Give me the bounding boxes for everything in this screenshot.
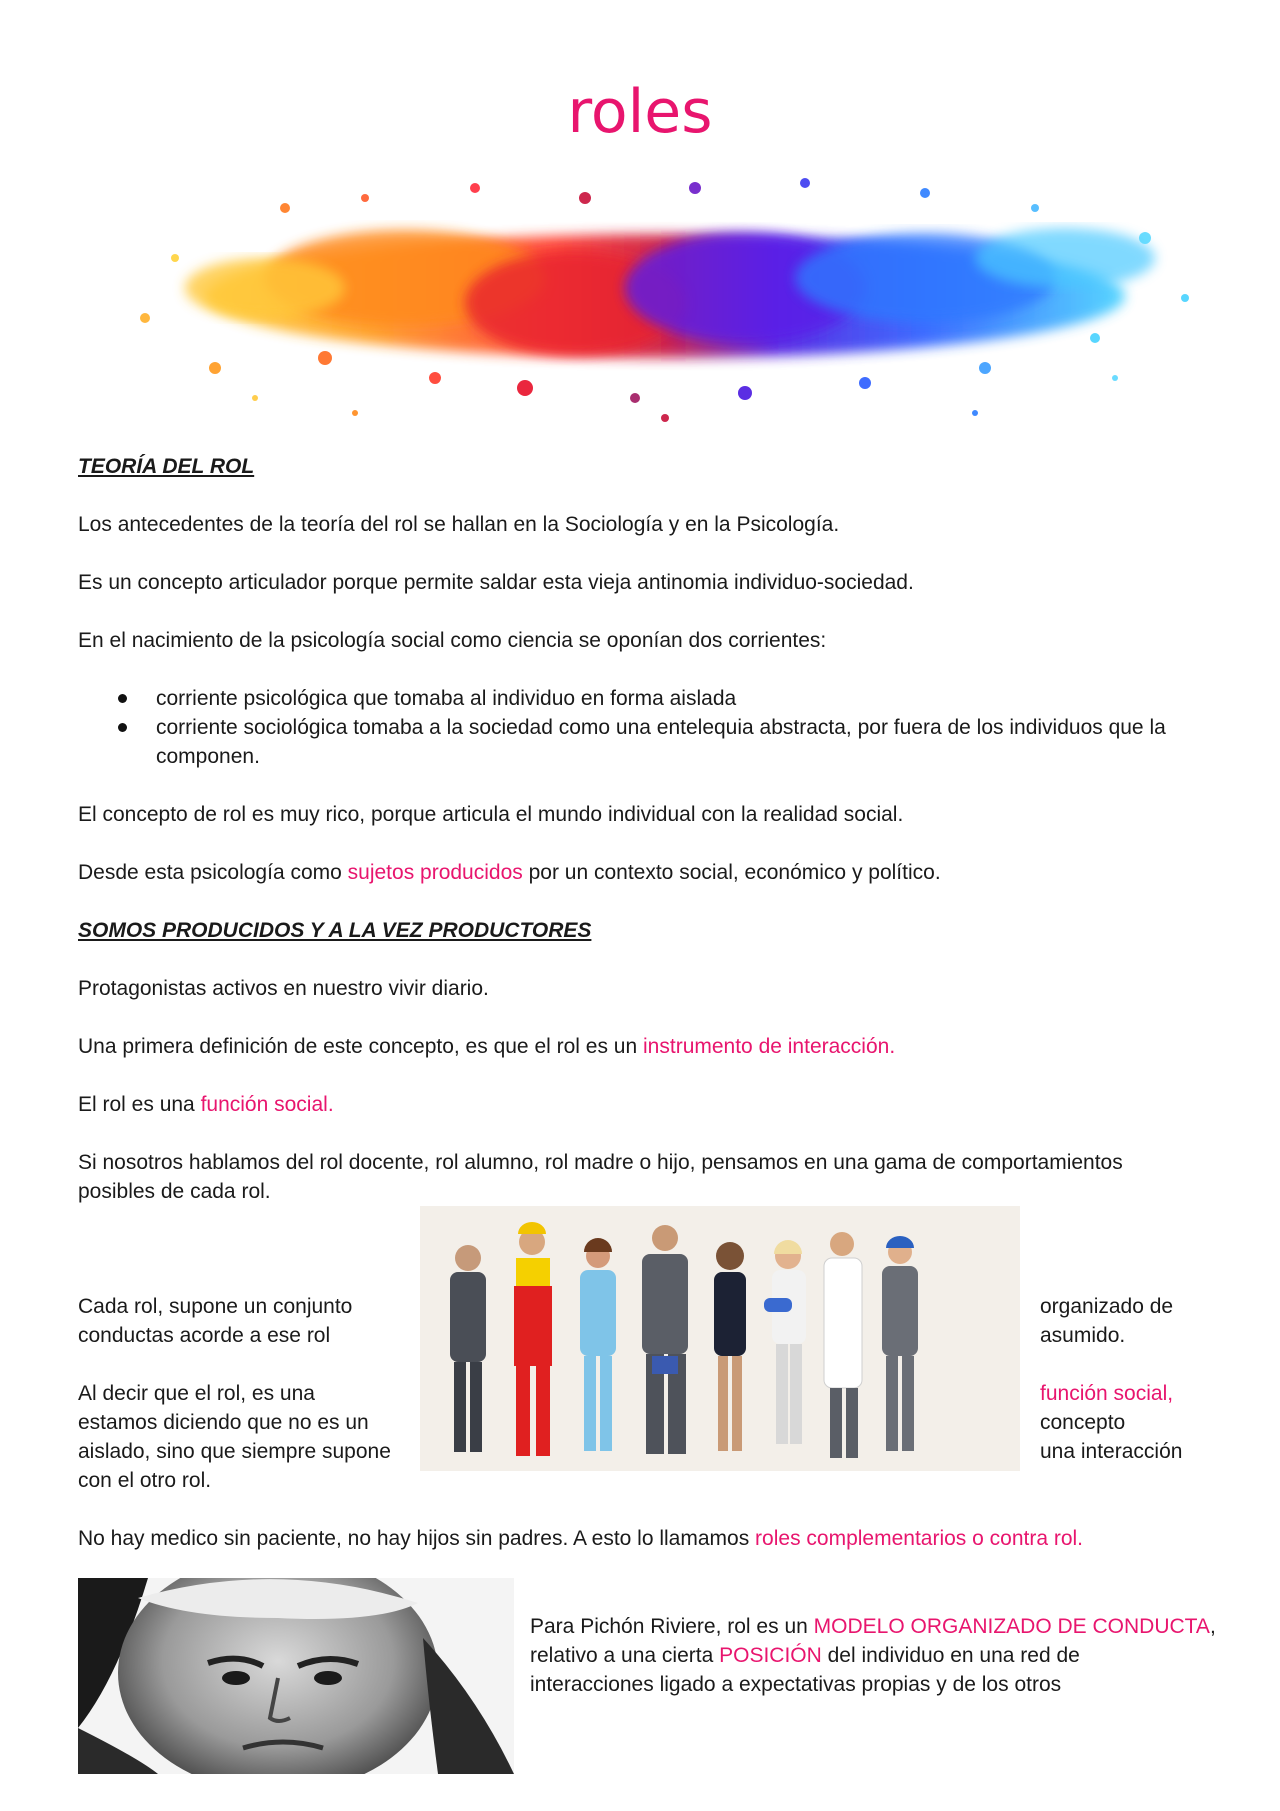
paragraph: Los antecedentes de la teoría del rol se hallan en la Sociología y en la Psicología. bbox=[78, 513, 840, 536]
paragraph: Desde esta psicología como sujetos producidos por un contexto social, económico y político. bbox=[78, 861, 941, 884]
highlight-text: función social. bbox=[200, 1093, 334, 1116]
paragraph: Protagonistas activos en nuestro vivir diario. bbox=[78, 977, 489, 1000]
section-heading-teoria: TEORÍA DEL ROL bbox=[78, 455, 255, 478]
bullet-list bbox=[118, 684, 1218, 771]
highlight-text: POSICIÓN bbox=[719, 1644, 822, 1667]
paragraph-line: Si nosotros hablamos del rol docente, rol alumno, rol madre o hijo, pensamos en una gama de comportamientos bbox=[78, 1151, 1123, 1174]
bullet-icon bbox=[118, 694, 127, 703]
paragraph-line: posibles de cada rol. bbox=[78, 1180, 271, 1203]
workers-group-image bbox=[420, 1206, 1020, 1471]
paint-splash-image bbox=[105, 168, 1220, 428]
paragraph-line: aislado, sino que siempre supone bbox=[78, 1440, 391, 1463]
list-item: corriente psicológica que tomaba al individuo en forma aislada bbox=[118, 684, 1218, 713]
paragraph: Una primera definición de este concepto, es que el rol es un instrumento de interacción. bbox=[78, 1035, 896, 1058]
paragraph-line: concepto bbox=[1040, 1411, 1126, 1434]
section-heading-somos: SOMOS PRODUCIDOS Y A LA VEZ PRODUCTORES bbox=[78, 919, 592, 942]
list-item-continuation: componen. bbox=[156, 745, 260, 768]
paragraph-line: con el otro rol. bbox=[78, 1469, 212, 1492]
paragraph-line: organizado de bbox=[1040, 1295, 1174, 1318]
paragraph-line: Cada rol, supone un conjunto bbox=[78, 1295, 353, 1318]
page-title: roles bbox=[567, 77, 713, 147]
highlight-text: roles complementarios o contra rol. bbox=[755, 1527, 1084, 1550]
paragraph-line: relativo a una cierta POSICIÓN del individuo en una red de bbox=[530, 1644, 1080, 1667]
paragraph-line: una interacción bbox=[1040, 1440, 1183, 1463]
paragraph-line: conductas acorde a ese rol bbox=[78, 1324, 331, 1347]
paragraph-line: estamos diciendo que no es un bbox=[78, 1411, 369, 1434]
paragraph: No hay medico sin paciente, no hay hijos sin padres. A esto lo llamamos roles complementarios o contra rol. bbox=[78, 1527, 1084, 1550]
highlight-text: MODELO ORGANIZADO DE CONDUCTA bbox=[813, 1615, 1210, 1638]
highlight-text: sujetos producidos bbox=[347, 861, 523, 884]
paragraph-line: asumido. bbox=[1040, 1324, 1126, 1347]
highlight-text: función social, bbox=[1040, 1382, 1174, 1405]
pichon-riviere-portrait bbox=[78, 1578, 514, 1774]
paragraph: El concepto de rol es muy rico, porque articula el mundo individual con la realidad social. bbox=[78, 803, 904, 826]
paragraph: En el nacimiento de la psicología social como ciencia se oponían dos corrientes: bbox=[78, 629, 827, 652]
bullet-icon bbox=[118, 723, 127, 732]
paragraph-line: Para Pichón Riviere, rol es un MODELO ORGANIZADO DE CONDUCTA, bbox=[530, 1615, 1216, 1638]
paragraph: Es un concepto articulador porque permite saldar esta vieja antinomia individuo-sociedad. bbox=[78, 571, 914, 594]
highlight-text: instrumento de interacción. bbox=[643, 1035, 896, 1058]
list-item: corriente sociológica tomaba a la sociedad como una entelequia abstracta, por fuera de los individuos que la bbox=[118, 713, 1218, 742]
person-figure bbox=[450, 1245, 486, 1452]
paragraph: El rol es una función social. bbox=[78, 1093, 334, 1116]
paragraph-line: interacciones ligado a expectativas propias y de los otros bbox=[530, 1673, 1062, 1696]
paragraph-line: Al decir que el rol, es una bbox=[78, 1382, 315, 1405]
